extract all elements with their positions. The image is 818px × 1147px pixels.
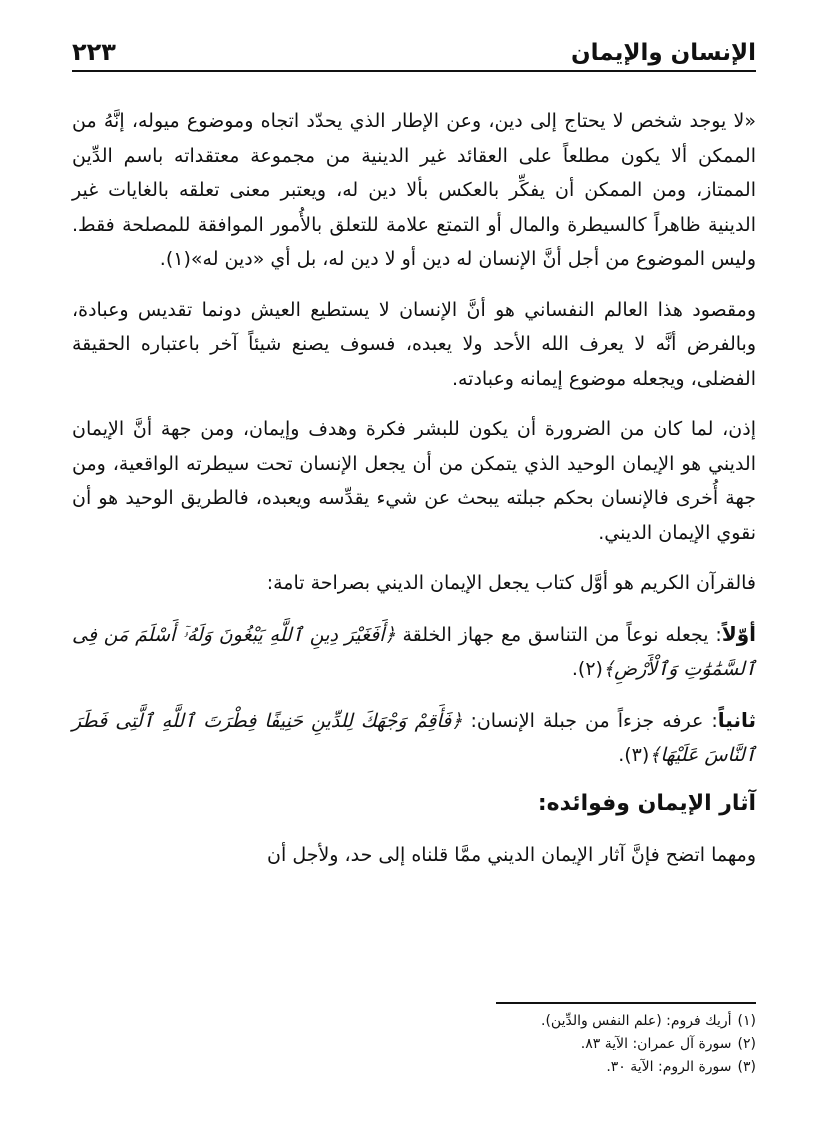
section-heading: آثار الإيمان وفوائده: (537, 790, 756, 816)
point-one (72, 617, 756, 687)
point-one-ref: (٢). (571, 658, 603, 680)
paragraph-quran-intro: فالقرآن الكريم هو أوَّل كتاب يجعل الإيمان الديني بصراحة تامة: (266, 572, 756, 594)
footnote-number: (١) (737, 1013, 756, 1029)
point-one-lead: أوّلاً (721, 621, 756, 646)
point-two (72, 703, 756, 773)
footnote-text: أريك فروم: (علم النفس والدِّين). (541, 1013, 732, 1029)
paragraph-quote: «لا يوجد شخص لا يحتاج إلى دين، وعن الإطار الذي يحدّد اتجاه وموضوع ميوله، إنَّهُ من الممكن ألا يكون مطلعاً على العقائد غير الدينية من مجموعة معتقداته باسم الدِّين الممتاز، ومن الممكن أن يفكِّر بالعكس بألا دين له، ويعتبر معنى تعلقه بالغايات غير الدينية ظاهراً كالسيطرة والمال أو التمتع علامة للتعلق بالأُمور الموافقة للمصلحة فقط. وليس الموضوع من أجل أنَّ الإنسان له دين أو لا دين له، بل أي «دين له»(١). (72, 110, 756, 270)
footnote (496, 1010, 756, 1033)
point-two-text: : عرفه جزءاً من جبلة الإنسان: (462, 709, 718, 732)
footnote-number: (٢) (737, 1036, 756, 1052)
point-two-lead: ثانياً (717, 707, 756, 732)
footnote-number: (٣) (737, 1059, 756, 1075)
page-header (72, 24, 756, 72)
footnotes (496, 1002, 756, 1079)
footnote (496, 1056, 756, 1079)
point-one-text: : يجعله نوعاً من التناسق مع جهاز الخلقة (395, 623, 722, 646)
paragraph-conclusion: إذن، لما كان من الضرورة أن يكون للبشر فكرة وهدف وإيمان، ومن جهة أنَّ الإيمان الديني هو الإيمان الوحيد الذي يتمكن من أن يجعل الإنسان تحت سيطرته الواقعية، ومن جهة أُخرى فالإنسان بحكم جبلته يبحث عن شيء يقدِّسه ويعبده، فالطريق الوحيد هو أن نقوي الإيمان الديني. (72, 418, 756, 544)
running-title: الإنسان والإيمان (571, 40, 756, 66)
point-one-verse: ﴿أَفَغَيْرَ دِينِ ٱللَّهِ يَبْغُونَ وَلَهُۥٓ أَسْلَمَ مَن فِى ٱلسَّمَٰوَٰتِ وَٱلْأَرْضِ﴾ (72, 623, 756, 680)
page-number: ٢٢٣ (72, 38, 116, 66)
footnote (496, 1033, 756, 1056)
footnote-text: سورة الروم: الآية ٣٠. (606, 1059, 732, 1075)
paragraph-final: ومهما اتضح فإنَّ آثار الإيمان الديني ممَّا قلناه إلى حد، ولأجل أن (267, 843, 756, 866)
page-body (72, 104, 756, 872)
footnote-text: سورة آل عمران: الآية ٨٣. (580, 1036, 732, 1052)
point-two-ref: (٣). (618, 744, 650, 766)
point-two-verse: ﴿فَأَقِمْ وَجْهَكَ لِلدِّينِ حَنِيفًا فِطْرَتَ ٱللَّهِ ٱلَّتِى فَطَرَ ٱلنَّاسَ عَلَيْهَا﴾ (72, 709, 756, 766)
paragraph-explanation: ومقصود هذا العالم النفساني هو أنَّ الإنسان لا يستطيع العيش دونما تقديس وعبادة، وبالفرض أنَّه لا يعرف الله الأحد ولا يعبده، فسوف يصنع شيئاً آخر باعتباره الحقيقة الفضلى، ويجعله موضوع إيمانه وعبادته. (72, 298, 756, 390)
